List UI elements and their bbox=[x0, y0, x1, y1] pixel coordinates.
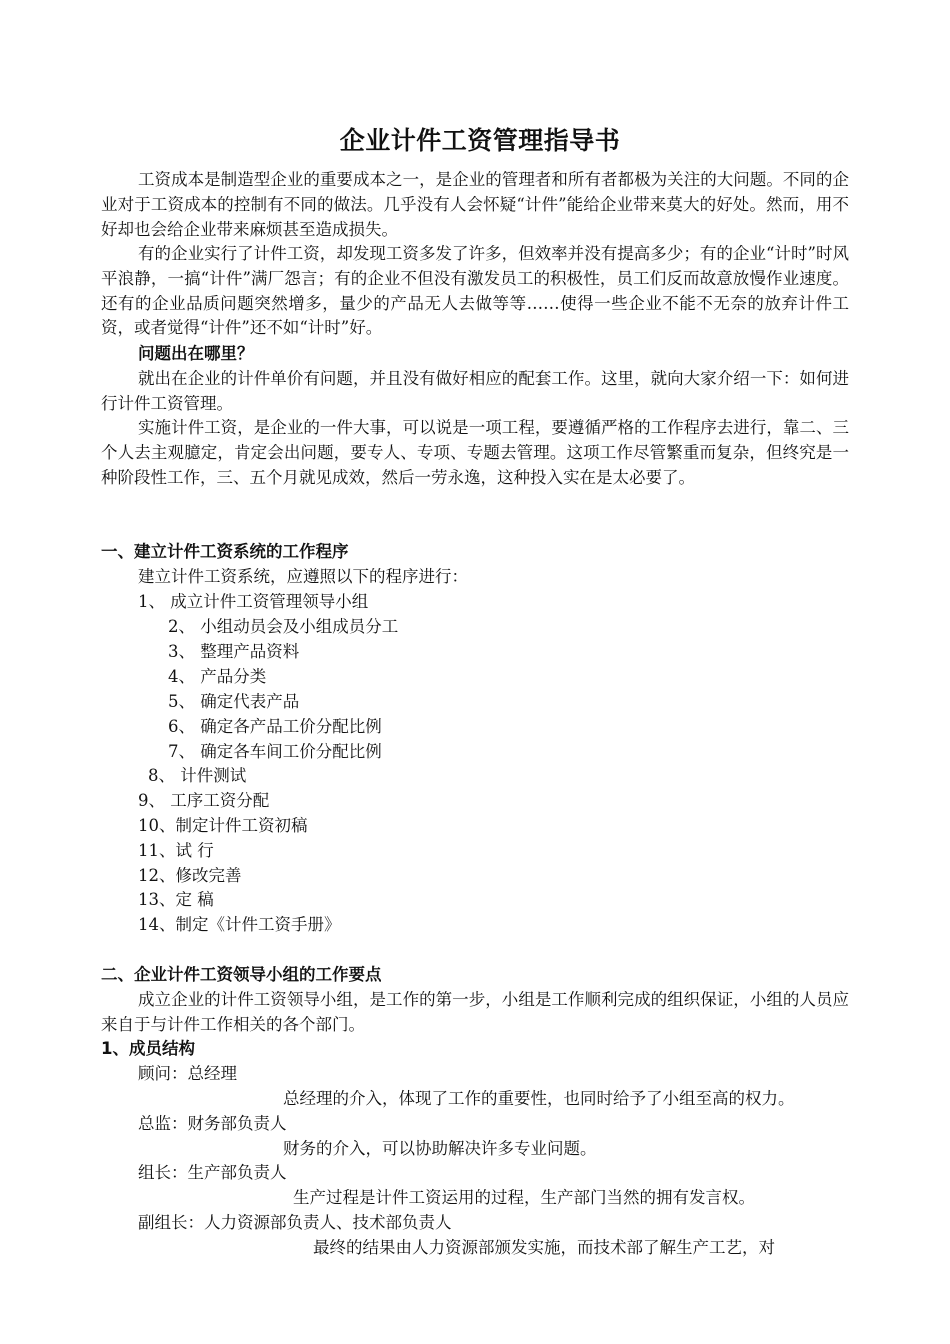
step-item: 4、 产品分类 bbox=[168, 667, 267, 686]
document-title: 企业计件工资管理指导书 bbox=[339, 126, 621, 155]
intro-paragraph-2: 有的企业实行了计件工资，却发现工资多发了许多，但效率并没有提高多少；有的企业“计时”时风平浪静，一搞“计件”满厂怨言；有的企业不但没有激发员工的积极性，员工们反而故意放慢作业速度。还有的企业品质问题突然增多，量少的产品无人去做等等……使得一些企业不能不无奈的放弃计件工资，或者觉得“计件”还不如“计时”好。 bbox=[101, 244, 849, 338]
step-item: 6、 确定各产品工价分配比例 bbox=[168, 717, 382, 736]
step-item: 8、 计件测试 bbox=[148, 766, 247, 785]
section-2-subheading: 1、成员结构 bbox=[101, 1039, 195, 1058]
step-item: 9、 工序工资分配 bbox=[138, 791, 270, 810]
member-role: 副组长：人力资源部负责人、技术部负责人 bbox=[138, 1213, 452, 1232]
section-1-heading: 一、建立计件工资系统的工作程序 bbox=[101, 542, 349, 561]
step-item: 12、修改完善 bbox=[138, 866, 242, 885]
step-item: 2、 小组动员会及小组成员分工 bbox=[168, 617, 399, 636]
intro-paragraph-4: 实施计件工资，是企业的一件大事，可以说是一项工程，要遵循严格的工作程序去进行，靠二、三个人去主观臆定，肯定会出问题，要专人、专项、专题去管理。这项工作尽管繁重而复杂，但终究是一种阶段性工作，三、五个月就见成效，然后一劳永逸，这种投入实在是太必要了。 bbox=[101, 418, 849, 487]
step-item: 13、定 稿 bbox=[138, 890, 214, 909]
member-role: 组长：生产部负责人 bbox=[138, 1163, 287, 1182]
member-note: 最终的结果由人力资源部颁发实施，而技术部了解生产工艺，对 bbox=[313, 1238, 775, 1257]
section-2-heading: 二、企业计件工资领导小组的工作要点 bbox=[101, 965, 382, 984]
step-item: 1、 成立计件工资管理领导小组 bbox=[138, 592, 369, 611]
member-role: 顾问：总经理 bbox=[138, 1064, 237, 1083]
step-item: 10、制定计件工资初稿 bbox=[138, 816, 308, 835]
step-item: 3、 整理产品资料 bbox=[168, 642, 300, 661]
section-1-lead: 建立计件工资系统，应遵照以下的程序进行： bbox=[138, 567, 468, 586]
step-item: 14、制定《计件工资手册》 bbox=[138, 915, 341, 934]
step-item: 5、 确定代表产品 bbox=[168, 692, 300, 711]
step-item: 11、试 行 bbox=[138, 841, 214, 860]
section-2-lead: 成立企业的计件工资领导小组，是工作的第一步，小组是工作顺利完成的组织保证，小组的人员应来自于与计件工作相关的各个部门。 bbox=[101, 990, 849, 1034]
question-heading: 问题出在哪里？ bbox=[138, 344, 254, 363]
member-note: 总经理的介入，体现了工作的重要性，也同时给予了小组至高的权力。 bbox=[283, 1089, 795, 1108]
intro-paragraph-3: 就出在企业的计件单价有问题，并且没有做好相应的配套工作。这里，就向大家介绍一下：如何进行计件工资管理。 bbox=[101, 369, 849, 413]
intro-paragraph-1: 工资成本是制造型企业的重要成本之一，是企业的管理者和所有者都极为关注的大问题。不同的企业对于工资成本的控制有不同的做法。几乎没有人会怀疑“计件”能给企业带来莫大的好处。然而，用不好却也会给企业带来麻烦甚至造成损失。 bbox=[101, 170, 849, 239]
member-note: 生产过程是计件工资运用的过程，生产部门当然的拥有发言权。 bbox=[293, 1188, 755, 1207]
member-note: 财务的介入，可以协助解决许多专业问题。 bbox=[283, 1139, 597, 1158]
member-role: 总监：财务部负责人 bbox=[138, 1114, 287, 1133]
step-item: 7、 确定各车间工价分配比例 bbox=[168, 742, 382, 761]
